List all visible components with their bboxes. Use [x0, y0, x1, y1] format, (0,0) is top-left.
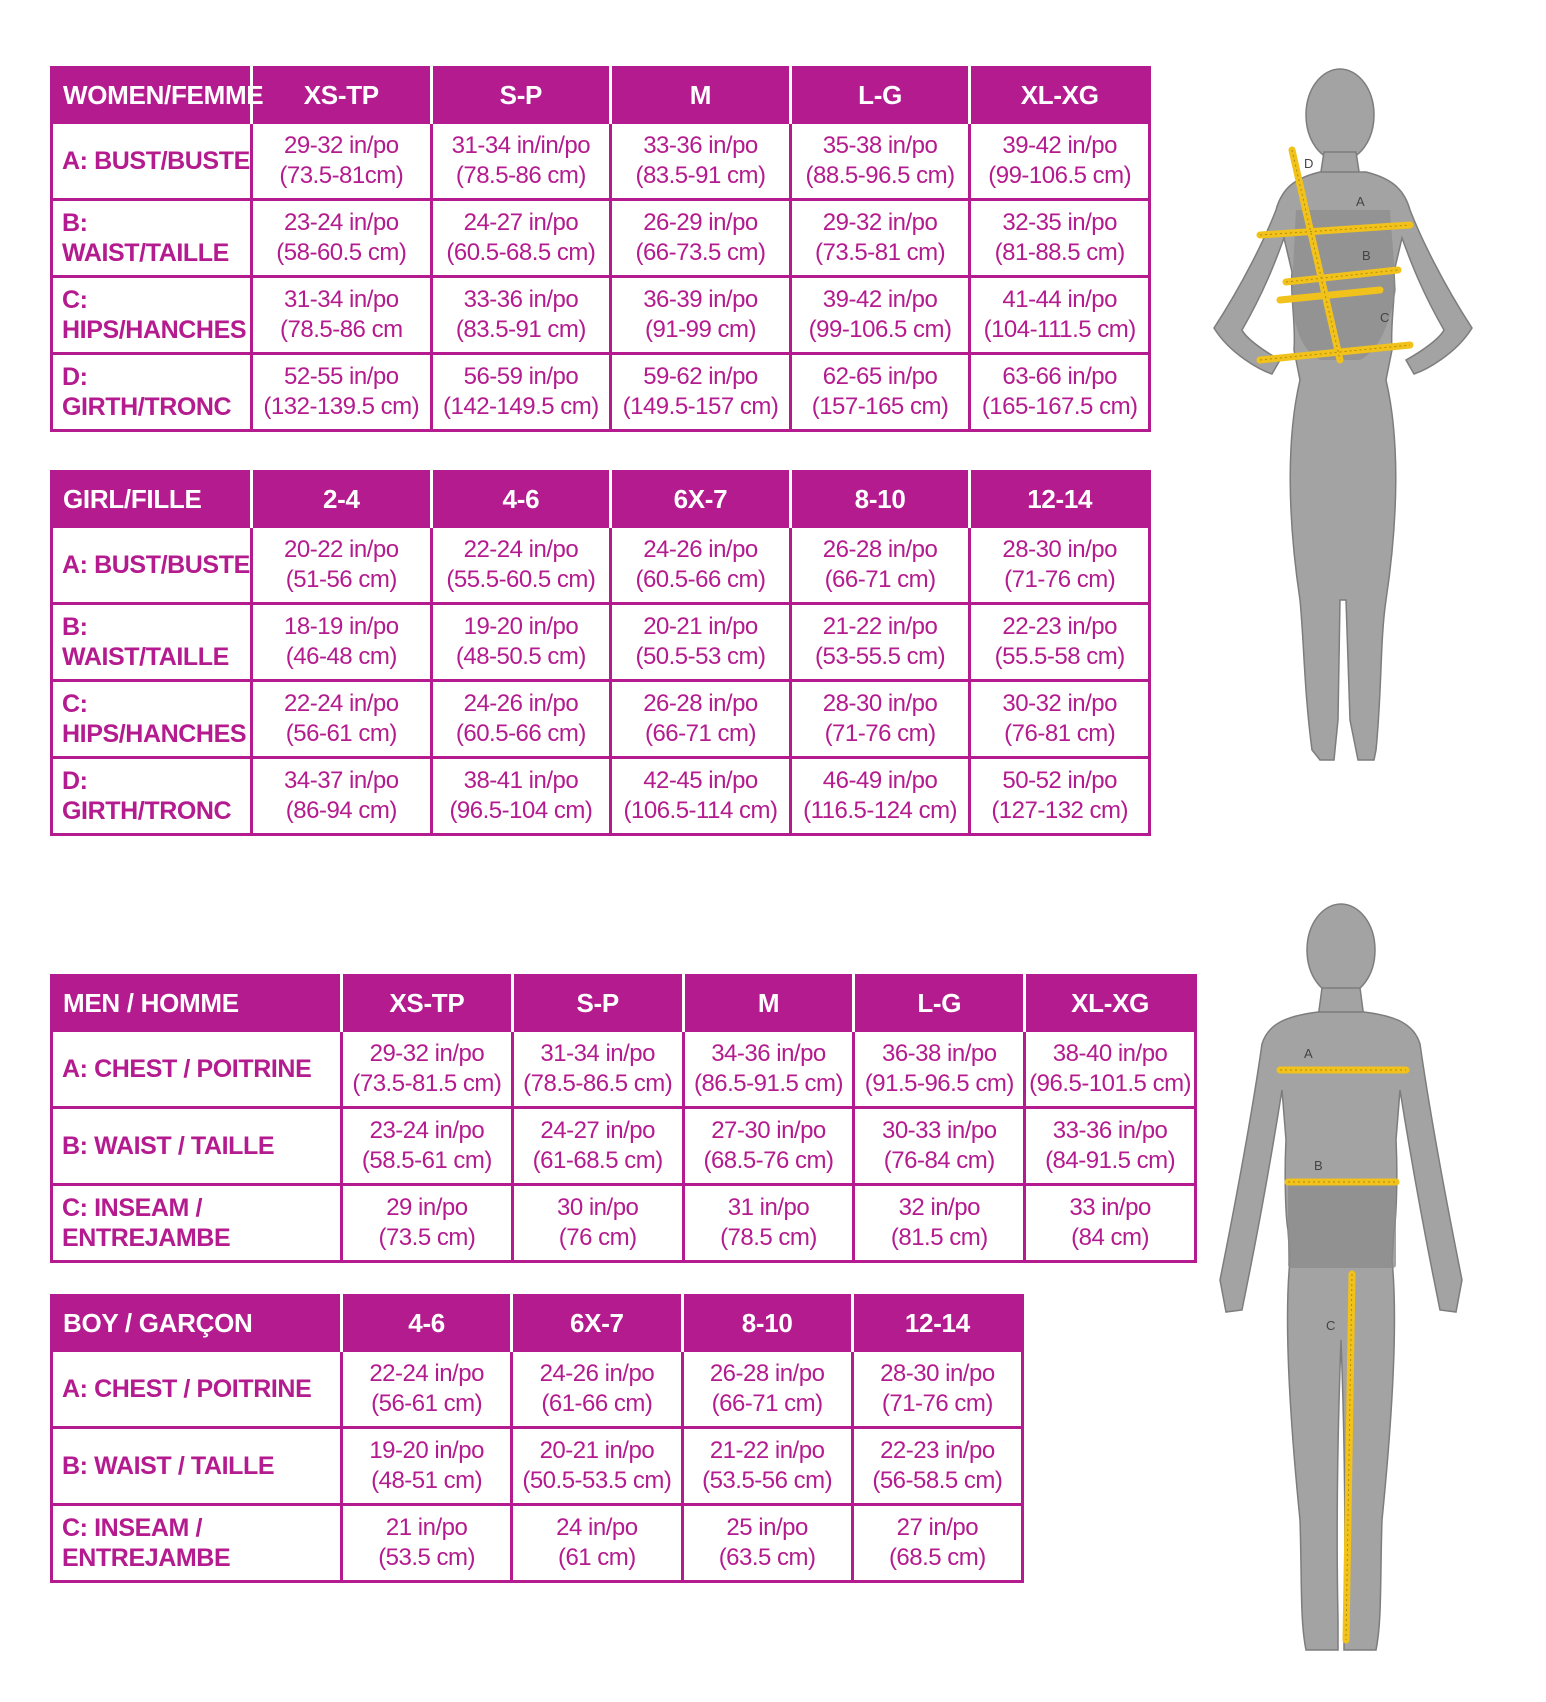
measurement-cell — [342, 1031, 513, 1108]
measurement-cell — [970, 277, 1150, 354]
measurement-cm: (86-94 cm) — [285, 797, 397, 824]
measurement-cell — [970, 354, 1150, 431]
row-label: B: WAIST / TAILLE — [52, 1428, 342, 1505]
table-body — [52, 1031, 1196, 1262]
measurement-cm: (71-76 cm) — [824, 720, 936, 747]
measurement-cell — [970, 200, 1150, 277]
measurement-cm: (84 cm) — [1071, 1224, 1150, 1251]
measurement-cm: (68.5-76 cm) — [703, 1147, 834, 1174]
measurement-inches: 24-26 in/po — [539, 1360, 655, 1387]
measurement-cm: (83.5-91 cm) — [635, 162, 766, 189]
measurement-cm: (73.5-81.5 cm) — [352, 1070, 502, 1097]
measurement-inches: 26-28 in/po — [643, 690, 758, 717]
measurement-cm: (81-88.5 cm) — [994, 239, 1125, 266]
measurement-cm: (61 cm) — [557, 1544, 636, 1571]
measurement-inches: 24-26 in/po — [463, 690, 579, 717]
measurement-cell — [342, 1428, 512, 1505]
table-body — [52, 123, 1150, 431]
measurement-inches: 31-34 in/in/po — [451, 132, 591, 159]
measurement-cell — [854, 1185, 1025, 1262]
girl-size-table — [50, 470, 1151, 836]
measurement-cell — [431, 527, 611, 604]
measurement-cell — [431, 200, 611, 277]
measurement-inches: 20-21 in/po — [539, 1437, 655, 1464]
row-label: D: GIRTH/TRONC — [52, 758, 252, 835]
table-row — [52, 1185, 1196, 1262]
table-row — [52, 681, 1150, 758]
table-row — [52, 1505, 1023, 1582]
size-header: XS-TP — [252, 68, 432, 123]
measurement-cell — [790, 123, 970, 200]
table-title: WOMEN/FEMME — [52, 68, 252, 123]
row-label: D: GIRTH/TRONC — [52, 354, 252, 431]
men-size-table — [50, 974, 1197, 1263]
measurement-cell — [252, 354, 432, 431]
measurement-cell — [683, 1185, 854, 1262]
measurement-cm: (96.5-104 cm) — [449, 797, 593, 824]
figure-label-b: B — [1314, 1158, 1323, 1173]
measurement-cell — [252, 527, 432, 604]
measurement-cm: (68.5 cm) — [888, 1544, 986, 1571]
measurement-cell — [431, 123, 611, 200]
measurement-cell — [852, 1428, 1022, 1505]
measurement-inches: 33-36 in/po — [463, 286, 579, 313]
measurement-cell — [854, 1108, 1025, 1185]
measurement-cell — [1025, 1031, 1196, 1108]
measurement-cm: (78.5 cm) — [720, 1224, 817, 1251]
measurement-cell — [512, 1108, 683, 1185]
table-row — [52, 1351, 1023, 1428]
measurement-cell — [970, 527, 1150, 604]
row-label: B: WAIST/TAILLE — [52, 200, 252, 277]
table-row — [52, 200, 1150, 277]
size-header: XL-XG — [970, 68, 1150, 123]
measurement-inches: 36-38 in/po — [881, 1040, 997, 1067]
measurement-cm: (48-50.5 cm) — [455, 643, 586, 670]
table-row — [52, 604, 1150, 681]
measurement-inches: 35-38 in/po — [822, 132, 938, 159]
table-body — [52, 1351, 1023, 1582]
measurement-cell — [512, 1031, 683, 1108]
measurement-inches: 24-27 in/po — [540, 1117, 655, 1144]
measurement-cm: (91-99 cm) — [644, 316, 756, 343]
measurement-cm: (51-56 cm) — [285, 566, 397, 593]
female-figure-illustration — [1200, 60, 1480, 780]
measurement-cm: (116.5-124 cm) — [803, 797, 958, 824]
measurement-cm: (73.5 cm) — [378, 1224, 476, 1251]
measurement-inches: 30-32 in/po — [1002, 690, 1117, 717]
measurement-inches: 39-42 in/po — [1002, 132, 1117, 159]
size-header: 8-10 — [682, 1296, 852, 1351]
row-label: A: BUST/BUSTE — [52, 527, 252, 604]
measurement-cm: (53.5-56 cm) — [702, 1467, 833, 1494]
measurement-inches: 33-36 in/po — [643, 132, 758, 159]
measurement-inches: 21-22 in/po — [709, 1437, 825, 1464]
measurement-cell — [342, 1185, 513, 1262]
measurement-cell — [611, 681, 791, 758]
measurement-inches: 62-65 in/po — [822, 363, 938, 390]
measurement-inches: 29-32 in/po — [822, 209, 938, 236]
measurement-cm: (157-165 cm) — [811, 393, 949, 420]
size-header: 2-4 — [252, 472, 432, 527]
measurement-cell — [790, 200, 970, 277]
measurement-cell — [342, 1505, 512, 1582]
measurement-inches: 39-42 in/po — [822, 286, 938, 313]
measurement-inches: 33-36 in/po — [1052, 1117, 1168, 1144]
measurement-cell — [611, 527, 791, 604]
measurement-cm: (58-60.5 cm) — [276, 239, 407, 266]
measurement-cell — [431, 681, 611, 758]
size-header: L-G — [854, 976, 1025, 1031]
measurement-cm: (81.5 cm) — [890, 1224, 988, 1251]
measurement-cell — [852, 1505, 1022, 1582]
size-header: M — [683, 976, 854, 1031]
measurement-inches: 42-45 in/po — [643, 767, 758, 794]
measurement-inches: 63-66 in/po — [1002, 363, 1117, 390]
measurement-cell — [682, 1505, 852, 1582]
measurement-cell — [252, 277, 432, 354]
measurement-cm: (71-76 cm) — [1004, 566, 1116, 593]
measurement-cm: (55.5-58 cm) — [994, 643, 1125, 670]
measurement-inches: 31 in/po — [727, 1194, 810, 1221]
size-header: 8-10 — [790, 472, 970, 527]
measurement-inches: 32 in/po — [898, 1194, 980, 1221]
measurement-inches: 34-36 in/po — [711, 1040, 826, 1067]
row-label: C: HIPS/HANCHES — [52, 681, 252, 758]
measurement-cell — [970, 681, 1150, 758]
table-body — [52, 527, 1150, 835]
measurement-inches: 22-23 in/po — [880, 1437, 995, 1464]
measurement-cell — [790, 277, 970, 354]
measurement-inches: 26-29 in/po — [643, 209, 758, 236]
measurement-cm: (99-106.5 cm) — [988, 162, 1132, 189]
measurement-inches: 20-21 in/po — [643, 613, 758, 640]
measurement-cm: (60.5-66 cm) — [455, 720, 586, 747]
row-label: C: HIPS/HANCHES — [52, 277, 252, 354]
measurement-cm: (78.5-86 cm — [280, 316, 403, 343]
measurement-cell — [611, 200, 791, 277]
measurement-cm: (50.5-53.5 cm) — [522, 1467, 672, 1494]
measurement-cm: (142-149.5 cm) — [443, 393, 599, 420]
measurement-inches: 28-30 in/po — [880, 1360, 995, 1387]
measurement-cell — [683, 1108, 854, 1185]
measurement-cell — [252, 200, 432, 277]
measurement-cm: (61-68.5 cm) — [532, 1147, 663, 1174]
table-header-row — [52, 472, 1150, 527]
measurement-inches: 31-34 in/po — [540, 1040, 655, 1067]
row-label: B: WAIST / TAILLE — [52, 1108, 342, 1185]
table-row — [52, 527, 1150, 604]
row-label: A: CHEST / POITRINE — [52, 1031, 342, 1108]
table-title: GIRL/FILLE — [52, 472, 252, 527]
measurement-inches: 41-44 in/po — [1002, 286, 1117, 313]
measurement-inches: 26-28 in/po — [822, 536, 938, 563]
row-label: B: WAIST/TAILLE — [52, 604, 252, 681]
measurement-cell — [611, 354, 791, 431]
measurement-cell — [970, 123, 1150, 200]
measurement-cm: (60.5-68.5 cm) — [446, 239, 596, 266]
measurement-cm: (78.5-86 cm) — [455, 162, 586, 189]
measurement-inches: 56-59 in/po — [463, 363, 579, 390]
figure-label-a: A — [1304, 1046, 1313, 1061]
measurement-cell — [342, 1351, 512, 1428]
size-header: 6X-7 — [611, 472, 791, 527]
measurement-cell — [512, 1505, 682, 1582]
measurement-inches: 21-22 in/po — [822, 613, 938, 640]
measurement-cm: (66-71 cm) — [711, 1390, 823, 1417]
table-row — [52, 277, 1150, 354]
measurement-cell — [790, 354, 970, 431]
figure-label-c: C — [1380, 310, 1390, 325]
measurement-cm: (63.5 cm) — [718, 1544, 816, 1571]
size-header: 12-14 — [852, 1296, 1022, 1351]
measurement-cell — [611, 277, 791, 354]
women-size-table — [50, 66, 1151, 432]
measurement-cell — [431, 277, 611, 354]
measurement-cm: (88.5-96.5 cm) — [805, 162, 955, 189]
measurement-cell — [1025, 1108, 1196, 1185]
measurement-inches: 21 in/po — [385, 1514, 468, 1541]
measurement-cm: (46-48 cm) — [285, 643, 397, 670]
measurement-cm: (53-55.5 cm) — [815, 643, 946, 670]
measurement-cell — [611, 758, 791, 835]
measurement-cm: (78.5-86.5 cm) — [523, 1070, 673, 1097]
measurement-cm: (73.5-81 cm) — [815, 239, 946, 266]
measurement-inches: 38-41 in/po — [463, 767, 579, 794]
measurement-inches: 30-33 in/po — [881, 1117, 997, 1144]
measurement-cell — [854, 1031, 1025, 1108]
table-header-row — [52, 976, 1196, 1031]
measurement-cm: (50.5-53 cm) — [635, 643, 766, 670]
measurement-cell — [252, 758, 432, 835]
size-header: S-P — [512, 976, 683, 1031]
measurement-cm: (83.5-91 cm) — [455, 316, 586, 343]
measurement-cm: (76-81 cm) — [1004, 720, 1116, 747]
measurement-inches: 32-35 in/po — [1002, 209, 1117, 236]
measurement-inches: 19-20 in/po — [369, 1437, 484, 1464]
measurement-cell — [682, 1351, 852, 1428]
measurement-cm: (127-132 cm) — [991, 797, 1129, 824]
measurement-inches: 22-24 in/po — [463, 536, 579, 563]
measurement-cm: (56-61 cm) — [285, 720, 397, 747]
measurement-inches: 25 in/po — [726, 1514, 808, 1541]
measurement-cm: (66-71 cm) — [644, 720, 756, 747]
figure-label-d: D — [1304, 156, 1314, 171]
figure-label-a: A — [1356, 194, 1365, 209]
measurement-cm: (86.5-91.5 cm) — [693, 1070, 844, 1097]
size-header: XL-XG — [1025, 976, 1196, 1031]
row-label: A: CHEST / POITRINE — [52, 1351, 342, 1428]
measurement-cell — [252, 681, 432, 758]
measurement-inches: 24-27 in/po — [463, 209, 579, 236]
measurement-cell — [790, 681, 970, 758]
table-row — [52, 1031, 1196, 1108]
measurement-cell — [512, 1428, 682, 1505]
measurement-inches: 28-30 in/po — [1002, 536, 1117, 563]
measurement-cm: (106.5-114 cm) — [623, 797, 778, 824]
measurement-cm: (56-61 cm) — [371, 1390, 483, 1417]
measurement-cm: (56-58.5 cm) — [872, 1467, 1003, 1494]
measurement-cm: (60.5-66 cm) — [635, 566, 766, 593]
measurement-cm: (165-167.5 cm) — [981, 393, 1138, 420]
measurement-inches: 31-34 in/po — [284, 286, 399, 313]
measurement-cm: (91.5-96.5 cm) — [864, 1070, 1014, 1097]
measurement-inches: 19-20 in/po — [463, 613, 579, 640]
measurement-cm: (61-66 cm) — [541, 1390, 653, 1417]
measurement-inches: 23-24 in/po — [369, 1117, 485, 1144]
measurement-inches: 26-28 in/po — [709, 1360, 825, 1387]
measurement-cm: (76-84 cm) — [883, 1147, 995, 1174]
measurement-cell — [512, 1351, 682, 1428]
measurement-cm: (84-91.5 cm) — [1045, 1147, 1176, 1174]
size-header: 4-6 — [431, 472, 611, 527]
measurement-inches: 28-30 in/po — [822, 690, 938, 717]
measurement-cell — [790, 758, 970, 835]
measurement-inches: 24-26 in/po — [643, 536, 758, 563]
measurement-inches: 36-39 in/po — [643, 286, 758, 313]
measurement-inches: 50-52 in/po — [1002, 767, 1117, 794]
figure-label-b: B — [1362, 248, 1371, 263]
measurement-cell — [790, 527, 970, 604]
measurement-inches: 33 in/po — [1069, 1194, 1151, 1221]
measurement-inches: 30 in/po — [556, 1194, 639, 1221]
measurement-cell — [342, 1108, 513, 1185]
measurement-cell — [682, 1428, 852, 1505]
measurement-cell — [431, 354, 611, 431]
measurement-inches: 46-49 in/po — [822, 767, 938, 794]
measurement-cell — [512, 1185, 683, 1262]
measurement-inches: 24 in/po — [556, 1514, 638, 1541]
table-row — [52, 758, 1150, 835]
measurement-cm: (58.5-61 cm) — [361, 1147, 492, 1174]
measurement-inches: 23-24 in/po — [284, 209, 399, 236]
measurement-inches: 29 in/po — [386, 1194, 468, 1221]
measurement-inches: 22-24 in/po — [369, 1360, 484, 1387]
measurement-cm: (48-51 cm) — [371, 1467, 483, 1494]
measurement-inches: 22-24 in/po — [284, 690, 399, 717]
measurement-inches: 34-37 in/po — [284, 767, 399, 794]
row-label: C: INSEAM / ENTREJAMBE — [52, 1505, 342, 1582]
measurement-cell — [790, 604, 970, 681]
measurement-cell — [431, 604, 611, 681]
measurement-cm: (55.5-60.5 cm) — [446, 566, 596, 593]
table-row — [52, 1108, 1196, 1185]
table-row — [52, 1428, 1023, 1505]
size-header: L-G — [790, 68, 970, 123]
measurement-inches: 27 in/po — [896, 1514, 979, 1541]
measurement-inches: 20-22 in/po — [284, 536, 399, 563]
measurement-inches: 38-40 in/po — [1052, 1040, 1168, 1067]
male-figure-illustration — [1206, 900, 1476, 1660]
measurement-cm: (96.5-101.5 cm) — [1029, 1070, 1192, 1097]
measurement-inches: 29-32 in/po — [369, 1040, 485, 1067]
size-header: 4-6 — [342, 1296, 512, 1351]
measurement-cell — [1025, 1185, 1196, 1262]
measurement-cm: (76 cm) — [558, 1224, 637, 1251]
table-title: MEN / HOMME — [52, 976, 342, 1031]
table-row — [52, 123, 1150, 200]
measurement-inches: 22-23 in/po — [1002, 613, 1117, 640]
measurement-cell — [611, 604, 791, 681]
figure-label-c: C — [1326, 1318, 1336, 1333]
measurement-cm: (132-139.5 cm) — [263, 393, 420, 420]
row-label: C: INSEAM / ENTREJAMBE — [52, 1185, 342, 1262]
row-label: A: BUST/BUSTE — [52, 123, 252, 200]
measurement-cell — [611, 123, 791, 200]
measurement-cell — [431, 758, 611, 835]
size-header: 12-14 — [970, 472, 1150, 527]
measurement-cm: (66-71 cm) — [824, 566, 936, 593]
size-header: XS-TP — [342, 976, 513, 1031]
measurement-cm: (66-73.5 cm) — [635, 239, 766, 266]
measurement-cell — [252, 604, 432, 681]
boy-size-table — [50, 1294, 1024, 1583]
measurement-cell — [970, 758, 1150, 835]
table-row — [52, 354, 1150, 431]
table-header-row — [52, 68, 1150, 123]
measurement-inches: 18-19 in/po — [284, 613, 399, 640]
table-title: BOY / GARÇON — [52, 1296, 342, 1351]
measurement-cell — [252, 123, 432, 200]
measurement-inches: 52-55 in/po — [284, 363, 399, 390]
measurement-cell — [852, 1351, 1022, 1428]
measurement-cm: (149.5-157 cm) — [622, 393, 779, 420]
measurement-inches: 59-62 in/po — [643, 363, 758, 390]
measurement-inches: 27-30 in/po — [711, 1117, 826, 1144]
measurement-inches: 29-32 in/po — [284, 132, 399, 159]
measurement-cell — [970, 604, 1150, 681]
measurement-cm: (71-76 cm) — [881, 1390, 993, 1417]
size-header: S-P — [431, 68, 611, 123]
measurement-cm: (104-111.5 cm) — [983, 316, 1136, 343]
measurement-cm: (53.5 cm) — [378, 1544, 476, 1571]
measurement-cell — [683, 1031, 854, 1108]
size-header: 6X-7 — [512, 1296, 682, 1351]
measurement-cm: (99-106.5 cm) — [808, 316, 952, 343]
size-header: M — [611, 68, 791, 123]
table-header-row — [52, 1296, 1023, 1351]
measurement-cm: (73.5-81cm) — [279, 162, 404, 189]
